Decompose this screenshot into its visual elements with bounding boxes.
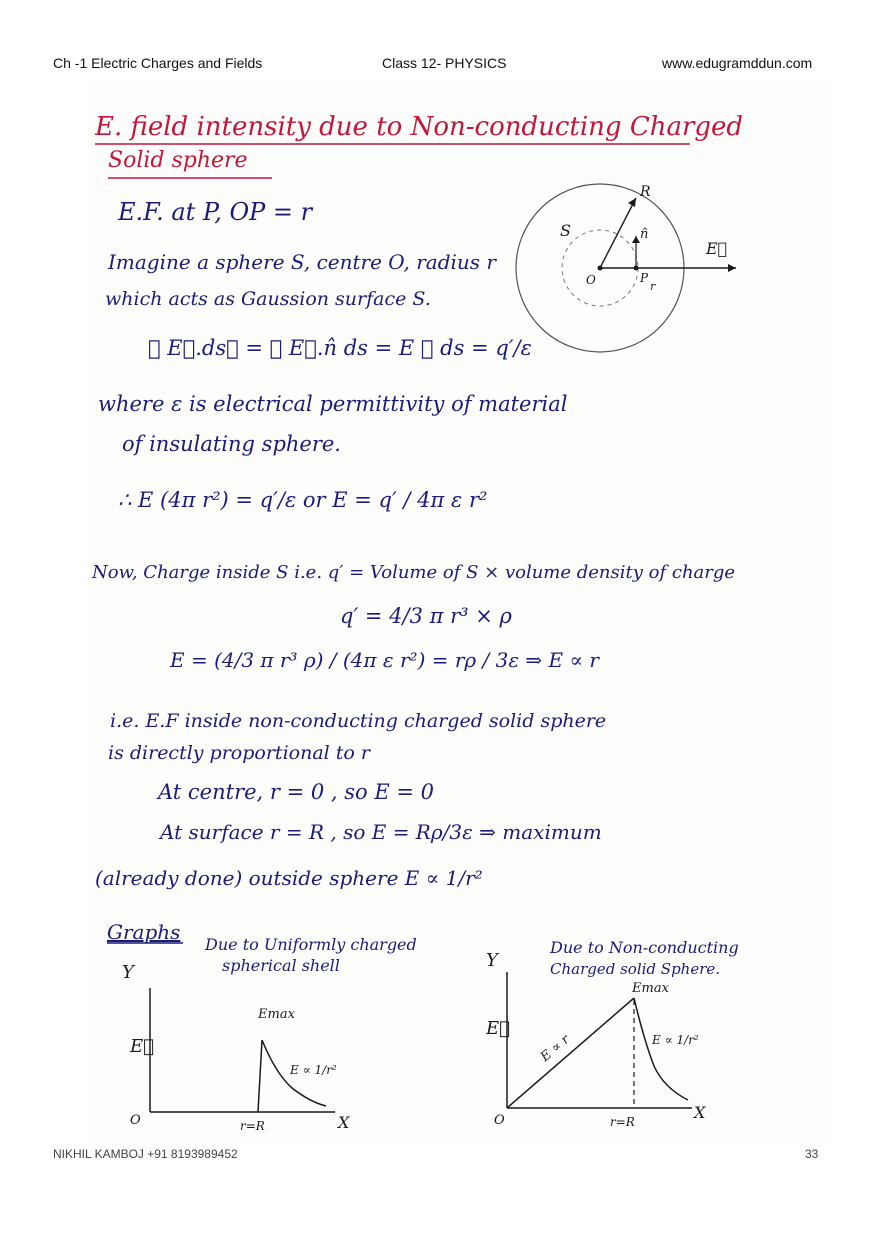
sphere-diagram [516,184,736,352]
graph1-y-label: Y [122,962,134,983]
line-where-permittivity: where ε is electrical permittivity of material [98,392,568,416]
class-label: Class 12- PHYSICS [382,55,507,71]
graph1-title-line2: spherical shell [222,956,340,975]
label-E-vector: E⃗ [706,239,728,258]
line-imagine-sphere: Imagine a sphere S, centre O, radius r [108,250,496,274]
line-outside-sphere: (already done) outside sphere E ∝ 1/r² [95,866,483,890]
notes-title-line2: Solid sphere [108,148,248,173]
normal-arrowhead [632,236,640,243]
field-result-equation: E = (4/3 π r³ ρ) / (4π ε r²) = rρ / 3ε ⇒ E ∝ r [170,648,599,672]
therefore-equation: ∴ E (4π r²) = q′/ε or E = q′ / 4π ε r² [118,488,488,512]
website-link[interactable]: www.edugramddun.com [662,55,813,71]
line-directly-proportional: is directly proportional to r [108,742,370,764]
graph2-linear-rise [507,998,634,1108]
footer-author: NIKHIL KAMBOJ +91 8193989452 [53,1147,238,1161]
label-P: P [640,271,649,285]
line-at-centre: At centre, r = 0 , so E = 0 [158,780,434,804]
line-ef-at-p: E.F. at P, OP = r [118,198,313,226]
field-arrowhead [728,264,736,272]
q-prime-equation: q′ = 4/3 π r³ × ρ [340,604,512,628]
graph2-r-eq-R: r=R [610,1115,635,1129]
graph1-origin-label: O [130,1113,141,1128]
graph2-emax-label: Emax [632,981,669,996]
charge-inside-line: Now, Charge inside S i.e. q′ = Volume of S × volume density of charge [92,562,736,583]
graph2-title-line2: Charged solid Sphere. [550,960,721,978]
label-r: r [650,280,656,293]
line-gaussian-surface: which acts as Gaussion surface S. [105,288,431,310]
graph2-y-label: Y [486,950,498,971]
graphs-heading: Graphs [107,920,181,944]
graph1-emax-label: Emax [258,1007,295,1022]
graph1-field-label: E⃗ [130,1036,154,1057]
label-R: R [640,184,651,200]
point-p [634,266,639,271]
graph1-relation: E ∝ 1/r² [290,1063,337,1077]
graph1-title-line1: Due to Uniformly charged [205,935,417,954]
line-insulating-sphere: of insulating sphere. [122,432,341,456]
graph2-title-line1: Due to Non-conducting [550,938,739,957]
line-ie-inside: i.e. E.F inside non-conducting charged solid sphere [110,710,607,732]
graph2-relation-outside: E ∝ 1/r² [652,1033,699,1047]
graph2-field-label: E⃗ [486,1018,510,1039]
graph1-jump-line [258,1040,262,1112]
chapter-title: Ch -1 Electric Charges and Fields [53,55,263,71]
graph-shell [150,988,335,1112]
page-number: 33 [805,1147,819,1161]
notes-title-line1: E. field intensity due to Non-conducting Charged [95,112,744,142]
graph2-relation-inside: E ∝ r [537,1032,573,1065]
graph2-x-label: X [694,1103,706,1122]
graph2-origin-label: O [494,1113,505,1128]
line-at-surface: At surface r = R , so E = Rρ/3ε ⇒ maximum [160,820,602,844]
label-n-hat: n̂ [640,227,649,242]
graph1-r-eq-R: r=R [240,1119,265,1133]
radius-R-line [600,198,636,268]
graph1-x-label: X [338,1113,350,1132]
graph2-decay-curve [634,998,688,1100]
label-O: O [586,273,596,287]
label-S: S [560,221,571,240]
gauss-law-equation: ∮ E⃗.ds⃗ = ∮ E⃗.n̂ ds = E ∮ ds = q′/ε [148,336,532,360]
